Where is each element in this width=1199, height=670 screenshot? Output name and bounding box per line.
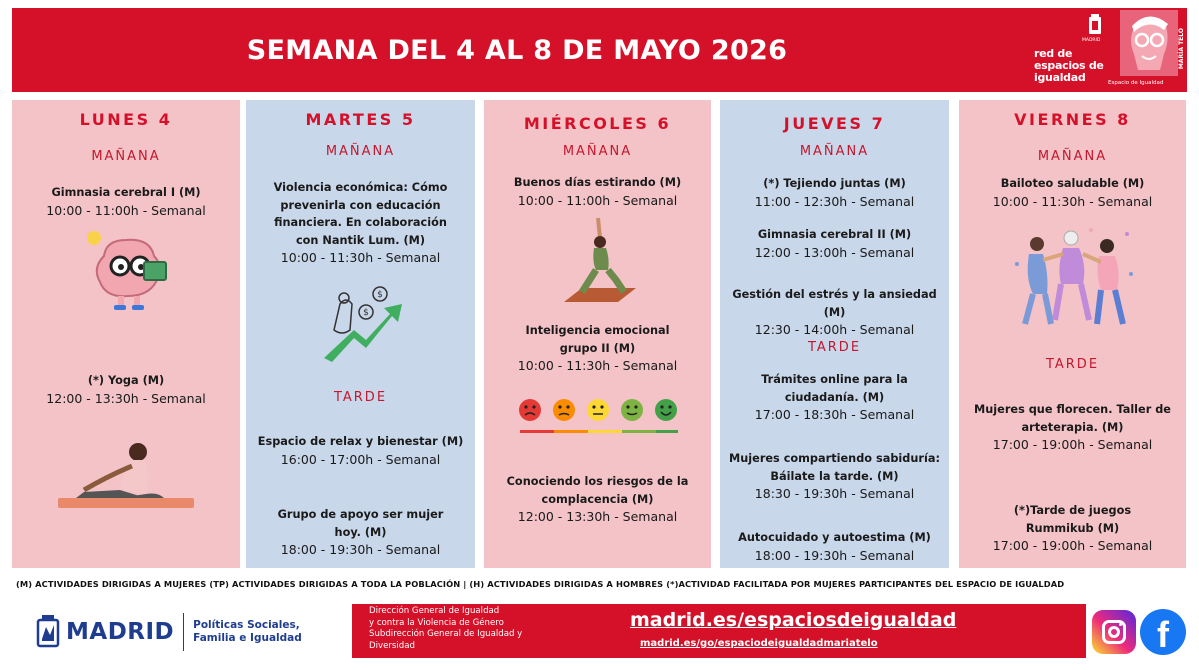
financial-growth-icon <box>320 286 404 370</box>
activity: Bailoteo saludable (M) 10:00 - 11:30h - Semanal <box>992 177 1153 209</box>
activity: Buenos días estirando (M) 10:00 - 11:00h - Semanal <box>513 176 682 208</box>
espacios-igualdad-link[interactable]: madrid.es/espaciosdeigualdad <box>630 609 957 631</box>
instagram-icon[interactable] <box>1092 610 1136 654</box>
activity: Gimnasia cerebral I (M) 10:00 - 11:00h - Semanal <box>46 186 206 218</box>
brain-reading-icon <box>78 226 178 312</box>
logo-vertical-name: MARÍA TELO <box>1178 28 1185 70</box>
activity: Trámites online para la ciudadanía. (M) 17:00 - 18:30h - Semanal <box>754 373 915 422</box>
day-title: LUNES 4 <box>79 110 173 129</box>
period-morning: MAÑANA <box>1037 149 1108 164</box>
logo-subtitle: Espacio de Igualdad <box>1108 80 1164 86</box>
period-morning: MAÑANA <box>91 149 161 164</box>
activity: Gestión del estrés y la ansiedad (M) 12:30 - 14:00h - Semanal <box>732 288 937 337</box>
espacio-igualdad-logo <box>1022 8 1187 92</box>
period-morning: MAÑANA <box>562 144 633 159</box>
column-monday <box>12 100 240 568</box>
activity: Mujeres compartiendo sabiduría: Báilate la tarde. (M) 18:30 - 19:30h - Semanal <box>729 452 940 501</box>
day-title: MARTES 5 <box>305 110 416 129</box>
dancing-women-icon <box>1007 224 1139 342</box>
footer-divider <box>183 613 184 651</box>
activity: Conociendo los riesgos de la complacencia (M) 12:00 - 13:30h - Semanal <box>506 475 689 524</box>
activity: (*) Tejiendo juntas (M) 11:00 - 12:30h - Semanal <box>754 177 915 209</box>
facebook-icon[interactable]: f <box>1140 609 1186 655</box>
emotion-scale-icon <box>512 396 684 440</box>
activity: (*)Tarde de juegos Rummikub (M) 17:00 - 19:00h - Semanal <box>992 504 1153 553</box>
page-title: SEMANA DEL 4 AL 8 DE MAYO 2026 <box>246 34 788 66</box>
logo-wordmark: red de espacios de igualdad <box>1034 47 1104 84</box>
maria-telo-portrait-icon <box>1120 10 1178 76</box>
yoga-stretch-icon <box>54 436 198 512</box>
svg-text:$: $ <box>377 290 383 300</box>
day-title: VIERNES 8 <box>1014 110 1131 129</box>
activity: (*) Yoga (M) 12:00 - 13:30h - Semanal <box>46 374 206 406</box>
day-title: JUEVES 7 <box>783 114 886 133</box>
header-banner <box>12 8 1187 92</box>
column-friday <box>959 100 1186 568</box>
logo-madrid-text: MADRID <box>1082 38 1101 43</box>
activity: Autocuidado y autoestima (M) 18:00 - 19:30h - Semanal <box>738 531 931 563</box>
column-tuesday <box>246 100 475 568</box>
yoga-pose-icon <box>562 214 638 312</box>
period-morning: MAÑANA <box>799 144 870 159</box>
svg-text:$: $ <box>363 308 369 318</box>
activity: Violencia económica: Cómo prevenirla con educación financiera. En colaboración con Nantik Lum. (M) 10:00 - 11:30h - Semanal <box>273 181 448 265</box>
activity: Gimnasia cerebral II (M) 12:00 - 13:00h - Semanal <box>754 228 915 260</box>
footer-contact-bar <box>352 604 1086 658</box>
activity: Espacio de relax y bienestar (M) 16:00 - 17:00h - Semanal <box>257 435 464 467</box>
day-title: MIÉRCOLES 6 <box>523 114 672 133</box>
period-morning: MAÑANA <box>325 144 396 159</box>
maria-telo-link[interactable]: madrid.es/go/espaciodeigualdadmariatelo <box>640 638 878 649</box>
activity: Grupo de apoyo ser mujer hoy. (M) 18:00 - 19:30h - Semanal <box>277 508 444 557</box>
column-wednesday <box>484 100 711 568</box>
madrid-crest-icon <box>1088 14 1102 38</box>
department-name: Políticas Sociales, Familia e Igualdad <box>193 619 302 644</box>
madrid-logo <box>36 612 302 652</box>
period-afternoon: TARDE <box>807 340 862 355</box>
period-afternoon: TARDE <box>1045 357 1100 372</box>
madrid-wordmark: MADRID <box>66 619 175 645</box>
direction-text: Dirección General de Igualdad y contra la Violencia de Género Subdirección General de Igualdad y Diversidad <box>369 606 523 651</box>
activity: Inteligencia emocional grupo II (M) 10:00 - 11:30h - Semanal <box>517 324 678 373</box>
column-thursday <box>720 100 949 568</box>
period-afternoon: TARDE <box>333 390 388 405</box>
activity: Mujeres que florecen. Taller de arteterapia. (M) 17:00 - 19:00h - Semanal <box>974 403 1171 452</box>
madrid-crest-icon <box>36 615 60 649</box>
legend-text: (M) ACTIVIDADES DIRIGIDAS A MUJERES (TP) ACTIVIDADES DIRIGIDAS A TODA LA POBLACIÓN | (H) ACTIVIDADES DIRIGIDAS A HOMBRES (*)ACTIVIDAD FACILITADA POR MUJERES PARTICIPANTES DEL ESPACIO DE IGUALDAD <box>16 579 1065 589</box>
